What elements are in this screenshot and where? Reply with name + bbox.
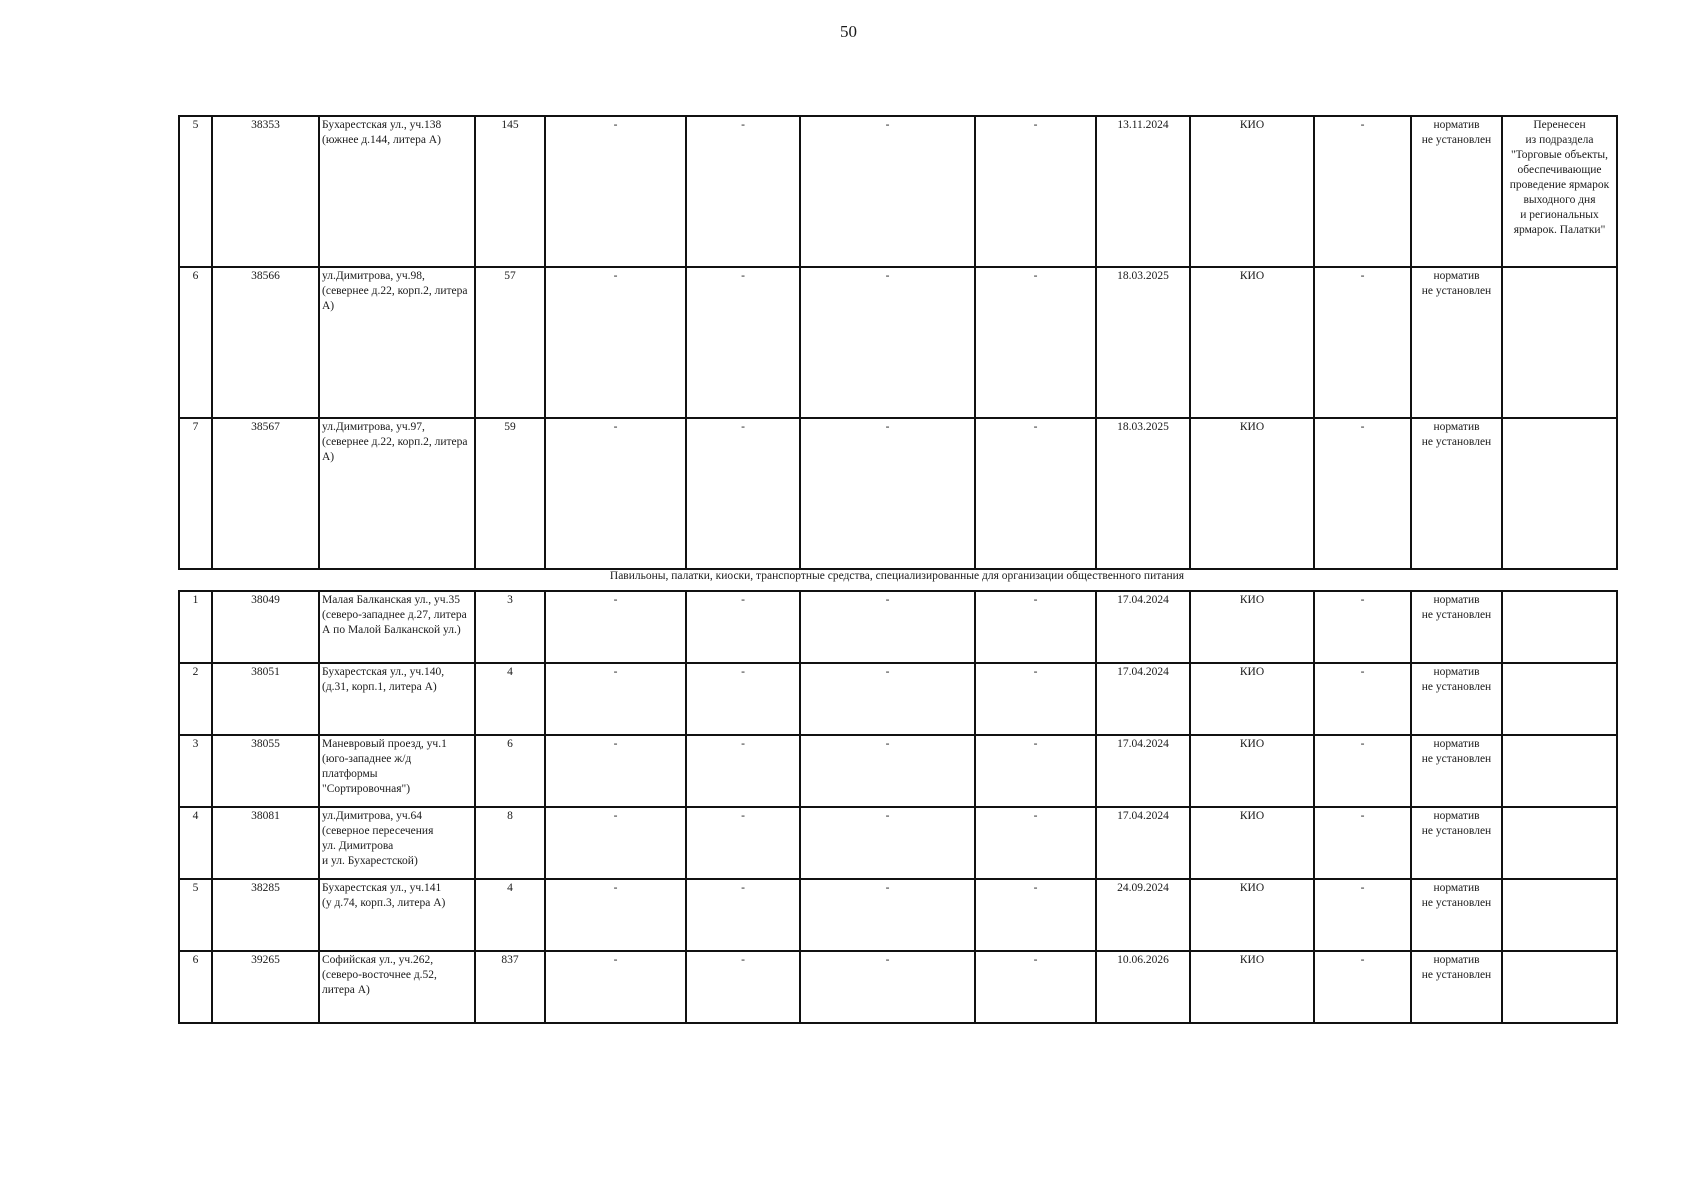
- dash-cell: -: [1314, 879, 1411, 951]
- dash-cell: -: [800, 807, 975, 879]
- table-row: [179, 663, 1617, 735]
- placement-table-catering: [178, 590, 1618, 1024]
- row-number: 4: [179, 807, 212, 879]
- address-cell: Софийская ул., уч.262, (северо-восточнее д.52, литера А): [319, 951, 475, 1023]
- dash-cell: -: [1314, 418, 1411, 569]
- dash-cell: -: [545, 267, 686, 418]
- note-cell: Перенесен из подраздела "Торговые объекты, обеспечивающие проведение ярмарок выходного дня и региональных ярмарок. Палатки": [1502, 116, 1617, 267]
- table-row: [179, 418, 1617, 569]
- dash-cell: -: [975, 951, 1096, 1023]
- row-number: 6: [179, 267, 212, 418]
- table-row: [179, 879, 1617, 951]
- table-row: [179, 116, 1617, 267]
- dash-cell: -: [1314, 116, 1411, 267]
- dash-cell: -: [686, 735, 800, 807]
- dash-cell: -: [975, 418, 1096, 569]
- dash-cell: -: [686, 418, 800, 569]
- address-cell: ул.Димитрова, уч.97, (севернее д.22, корп.2, литера А): [319, 418, 475, 569]
- dash-cell: -: [800, 591, 975, 663]
- date-cell: 17.04.2024: [1096, 591, 1190, 663]
- date-cell: 10.06.2026: [1096, 951, 1190, 1023]
- dash-cell: -: [686, 591, 800, 663]
- dash-cell: -: [800, 267, 975, 418]
- area-cell: 8: [475, 807, 545, 879]
- dash-cell: -: [800, 735, 975, 807]
- note-cell: [1502, 591, 1617, 663]
- section-title: Павильоны, палатки, киоски, транспортные средства, специализированные для организации общественного питания: [609, 570, 1185, 582]
- row-number: 3: [179, 735, 212, 807]
- row-number: 5: [179, 879, 212, 951]
- area-cell: 59: [475, 418, 545, 569]
- dash-cell: -: [975, 879, 1096, 951]
- date-cell: 17.04.2024: [1096, 663, 1190, 735]
- dash-cell: -: [686, 807, 800, 879]
- dash-cell: -: [1314, 663, 1411, 735]
- address-cell: ул.Димитрова, уч.98, (севернее д.22, корп.2, литера А): [319, 267, 475, 418]
- date-cell: 18.03.2025: [1096, 267, 1190, 418]
- dash-cell: -: [975, 591, 1096, 663]
- table-row: [179, 807, 1617, 879]
- dash-cell: -: [686, 116, 800, 267]
- dash-cell: -: [686, 879, 800, 951]
- dash-cell: -: [800, 663, 975, 735]
- dash-cell: -: [1314, 591, 1411, 663]
- area-cell: 145: [475, 116, 545, 267]
- norm-cell: норматив не установлен: [1411, 116, 1502, 267]
- note-cell: [1502, 418, 1617, 569]
- note-cell: [1502, 735, 1617, 807]
- note-cell: [1502, 807, 1617, 879]
- date-cell: 13.11.2024: [1096, 116, 1190, 267]
- org-cell: КИО: [1190, 807, 1314, 879]
- dash-cell: -: [545, 807, 686, 879]
- dash-cell: -: [545, 418, 686, 569]
- note-cell: [1502, 267, 1617, 418]
- table-row: [179, 951, 1617, 1023]
- org-cell: КИО: [1190, 735, 1314, 807]
- norm-cell: норматив не установлен: [1411, 807, 1502, 879]
- dash-cell: -: [975, 116, 1096, 267]
- dash-cell: -: [1314, 807, 1411, 879]
- object-id: 38081: [212, 807, 319, 879]
- area-cell: 3: [475, 591, 545, 663]
- date-cell: 17.04.2024: [1096, 735, 1190, 807]
- area-cell: 837: [475, 951, 545, 1023]
- dash-cell: -: [975, 807, 1096, 879]
- address-cell: Малая Балканская ул., уч.35 (северо-западнее д.27, литера А по Малой Балканской ул.): [319, 591, 475, 663]
- dash-cell: -: [800, 951, 975, 1023]
- norm-cell: норматив не установлен: [1411, 267, 1502, 418]
- row-number: 5: [179, 116, 212, 267]
- dash-cell: -: [545, 663, 686, 735]
- dash-cell: -: [545, 116, 686, 267]
- note-cell: [1502, 663, 1617, 735]
- dash-cell: -: [545, 951, 686, 1023]
- norm-cell: норматив не установлен: [1411, 735, 1502, 807]
- dash-cell: -: [686, 267, 800, 418]
- dash-cell: -: [800, 116, 975, 267]
- address-cell: Маневровый проезд, уч.1 (юго-западнее ж/д платформы "Сортировочная"): [319, 735, 475, 807]
- date-cell: 17.04.2024: [1096, 807, 1190, 879]
- norm-cell: норматив не установлен: [1411, 591, 1502, 663]
- table-row: [179, 267, 1617, 418]
- row-number: 6: [179, 951, 212, 1023]
- object-id: 38049: [212, 591, 319, 663]
- org-cell: КИО: [1190, 951, 1314, 1023]
- address-cell: Бухарестская ул., уч.140, (д.31, корп.1, литера А): [319, 663, 475, 735]
- dash-cell: -: [686, 663, 800, 735]
- dash-cell: -: [1314, 951, 1411, 1023]
- dash-cell: -: [975, 267, 1096, 418]
- dash-cell: -: [975, 663, 1096, 735]
- address-cell: Бухарестская ул., уч.138 (южнее д.144, литера А): [319, 116, 475, 267]
- area-cell: 4: [475, 879, 545, 951]
- norm-cell: норматив не установлен: [1411, 418, 1502, 569]
- area-cell: 57: [475, 267, 545, 418]
- org-cell: КИО: [1190, 879, 1314, 951]
- org-cell: КИО: [1190, 267, 1314, 418]
- row-number: 1: [179, 591, 212, 663]
- object-id: 38353: [212, 116, 319, 267]
- row-number: 7: [179, 418, 212, 569]
- dash-cell: -: [545, 591, 686, 663]
- object-id: 38285: [212, 879, 319, 951]
- object-id: 38055: [212, 735, 319, 807]
- object-id: 38566: [212, 267, 319, 418]
- date-cell: 18.03.2025: [1096, 418, 1190, 569]
- dash-cell: -: [1314, 267, 1411, 418]
- dash-cell: -: [545, 735, 686, 807]
- org-cell: КИО: [1190, 116, 1314, 267]
- note-cell: [1502, 951, 1617, 1023]
- area-cell: 4: [475, 663, 545, 735]
- placement-table-top: [178, 115, 1618, 570]
- note-cell: [1502, 879, 1617, 951]
- address-cell: ул.Димитрова, уч.64 (северное пересечения ул. Димитрова и ул. Бухарестской): [319, 807, 475, 879]
- norm-cell: норматив не установлен: [1411, 879, 1502, 951]
- row-number: 2: [179, 663, 212, 735]
- object-id: 38051: [212, 663, 319, 735]
- dash-cell: -: [545, 879, 686, 951]
- table-row: [179, 735, 1617, 807]
- dash-cell: -: [800, 879, 975, 951]
- org-cell: КИО: [1190, 418, 1314, 569]
- dash-cell: -: [975, 735, 1096, 807]
- area-cell: 6: [475, 735, 545, 807]
- object-id: 39265: [212, 951, 319, 1023]
- table-row: [179, 591, 1617, 663]
- norm-cell: норматив не установлен: [1411, 951, 1502, 1023]
- dash-cell: -: [800, 418, 975, 569]
- object-id: 38567: [212, 418, 319, 569]
- address-cell: Бухарестская ул., уч.141 (у д.74, корп.3, литера А): [319, 879, 475, 951]
- page-number: 50: [840, 22, 857, 41]
- dash-cell: -: [1314, 735, 1411, 807]
- org-cell: КИО: [1190, 591, 1314, 663]
- dash-cell: -: [686, 951, 800, 1023]
- date-cell: 24.09.2024: [1096, 879, 1190, 951]
- norm-cell: норматив не установлен: [1411, 663, 1502, 735]
- org-cell: КИО: [1190, 663, 1314, 735]
